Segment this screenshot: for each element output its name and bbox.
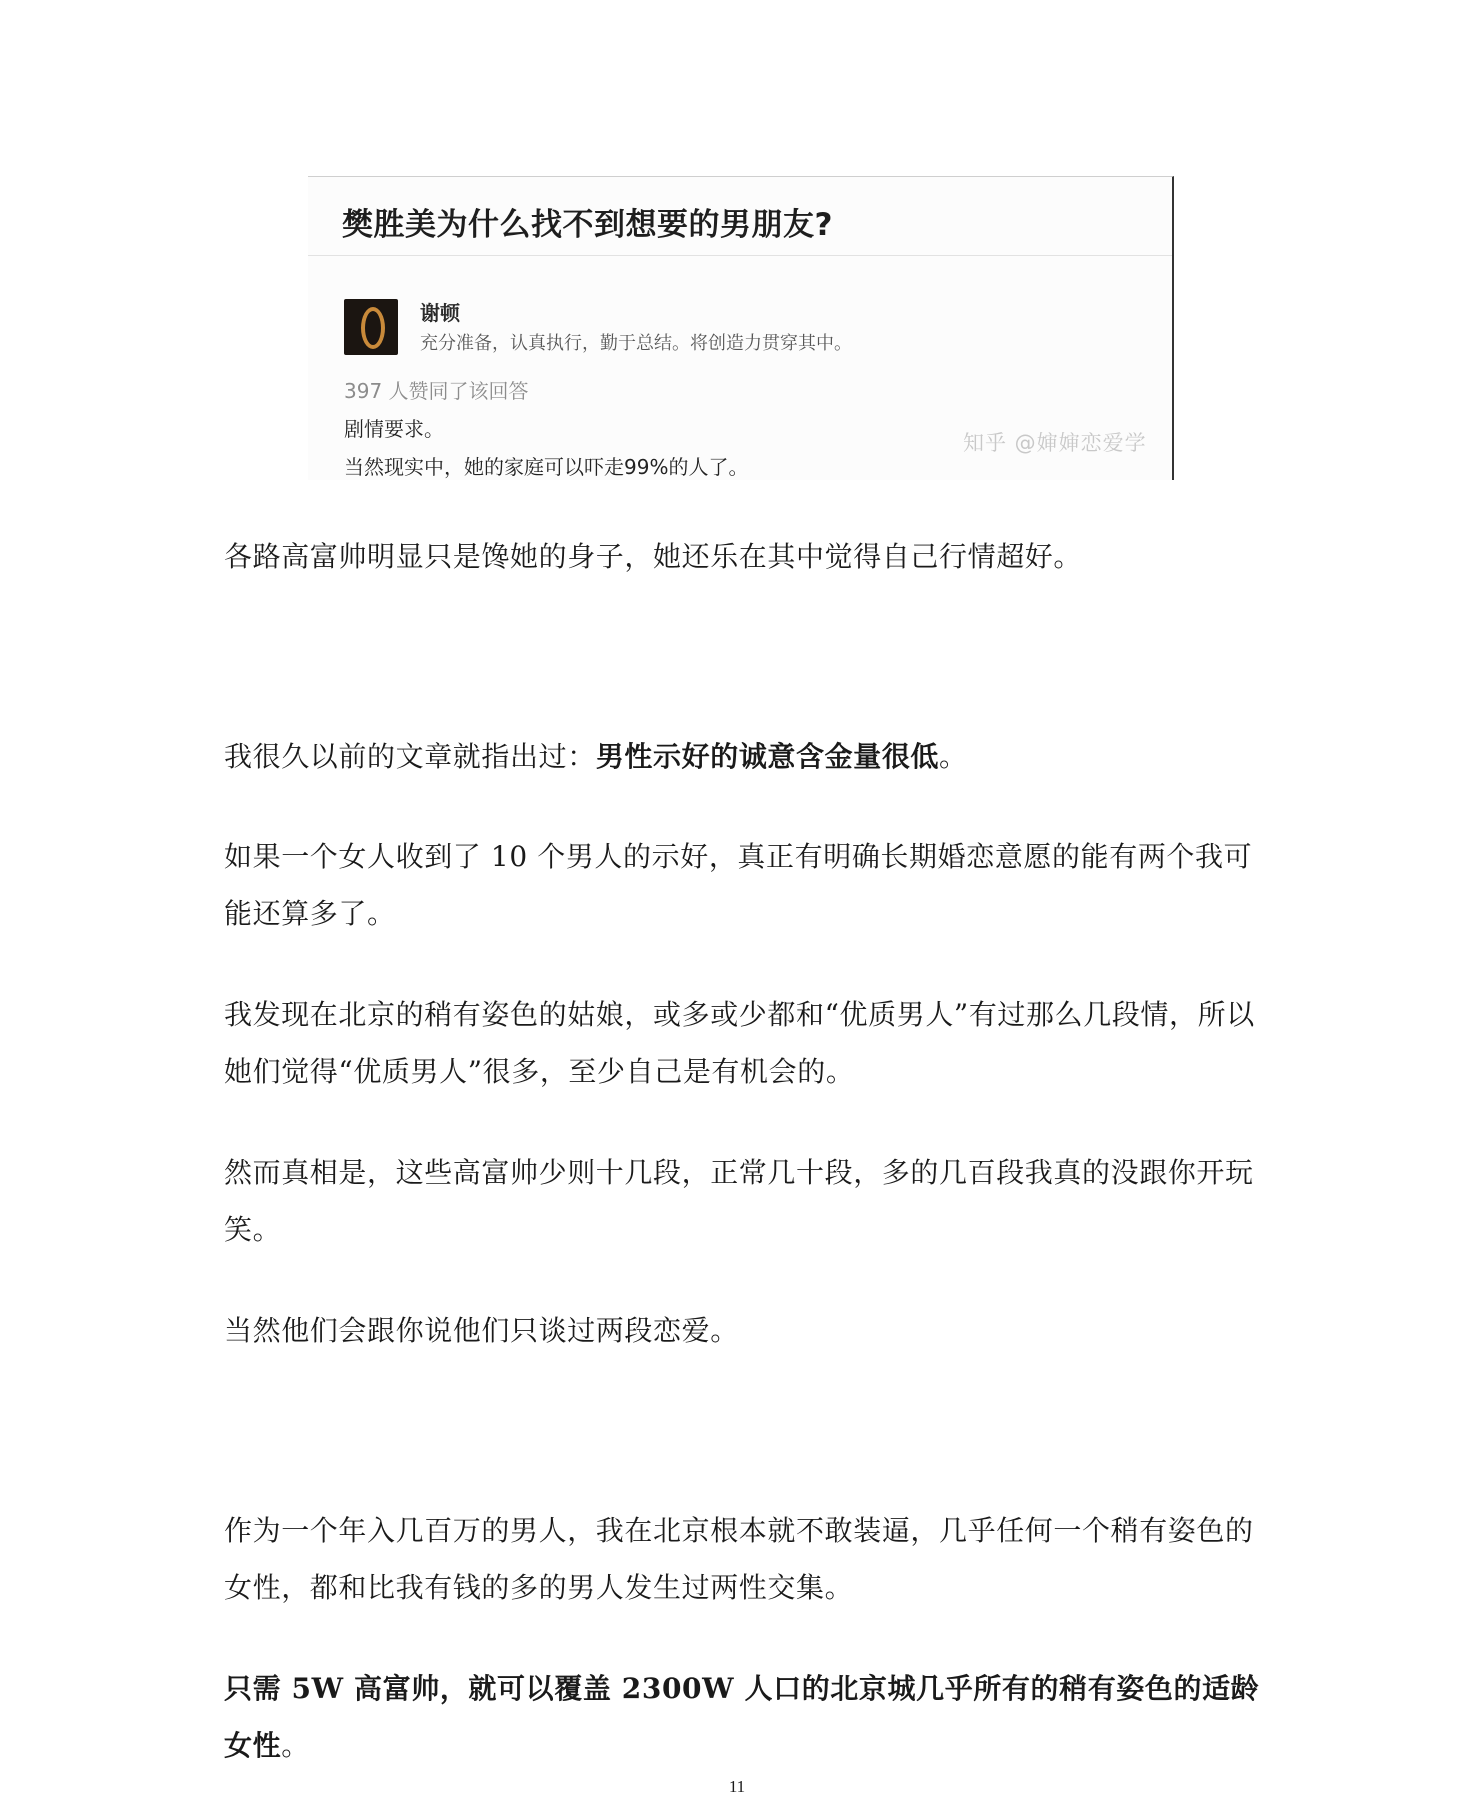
avatar bbox=[344, 299, 398, 355]
paragraph-1: 各路高富帅明显只是馋她的身子，她还乐在其中觉得自己行情超好。 bbox=[224, 540, 1083, 573]
paragraph-4: 我发现在北京的稍有姿色的姑娘，或多或少都和“优质男人”有过那么几段情，所以她们觉得“优质男人”很多，至少自己是有机会的。 bbox=[224, 998, 1255, 1088]
paragraph-8-end: 。 bbox=[281, 1729, 310, 1762]
ring-icon bbox=[361, 307, 385, 349]
paragraph-2-emphasis: 男性示好的诚意含金量很低 bbox=[595, 740, 940, 773]
paragraph-7: 作为一个年入几百万的男人，我在北京根本就不敢装逼，几乎任何一个稍有姿色的女性，都和比我有钱的多的男人发生过两性交集。 bbox=[224, 1514, 1254, 1604]
embedded-zhihu-screenshot bbox=[308, 176, 1174, 480]
vote-count: 397 人赞同了该回答 bbox=[344, 379, 529, 403]
paragraph-2-text: 我很久以前的文章就指出过： bbox=[224, 740, 596, 773]
author-bio: 充分准备，认真执行，勤于总结。将创造力贯穿其中。 bbox=[420, 333, 852, 354]
answer-line-2: 当然现实中，她的家庭可以吓走99%的人了。 bbox=[344, 455, 749, 479]
paragraph-5: 然而真相是，这些高富帅少则十几段，正常几十段，多的几百段我真的没跟你开玩笑。 bbox=[224, 1156, 1254, 1246]
page-number: 11 bbox=[728, 1777, 746, 1796]
watermark: 知乎 @婶婶恋爱学 bbox=[963, 431, 1147, 455]
paragraph-8 bbox=[224, 1660, 1264, 1774]
divider bbox=[308, 255, 1172, 256]
paragraph-2-end: 。 bbox=[939, 740, 968, 773]
paragraph-8-emphasis: 只需 5W 高富帅，就可以覆盖 2300W 人口的北京城几乎所有的稍有姿色的适龄女性 bbox=[224, 1672, 1260, 1762]
paragraph-2 bbox=[224, 728, 1264, 785]
author-name: 谢顿 bbox=[420, 301, 460, 325]
paragraph-3: 如果一个女人收到了 10 个男人的示好，真正有明确长期婚恋意愿的能有两个我可能还算多了。 bbox=[224, 840, 1253, 930]
paragraph-6: 当然他们会跟你说他们只谈过两段恋爱。 bbox=[224, 1314, 739, 1347]
answer-line-1: 剧情要求。 bbox=[344, 417, 444, 441]
question-title: 樊胜美为什么找不到想要的男朋友? bbox=[342, 207, 833, 243]
